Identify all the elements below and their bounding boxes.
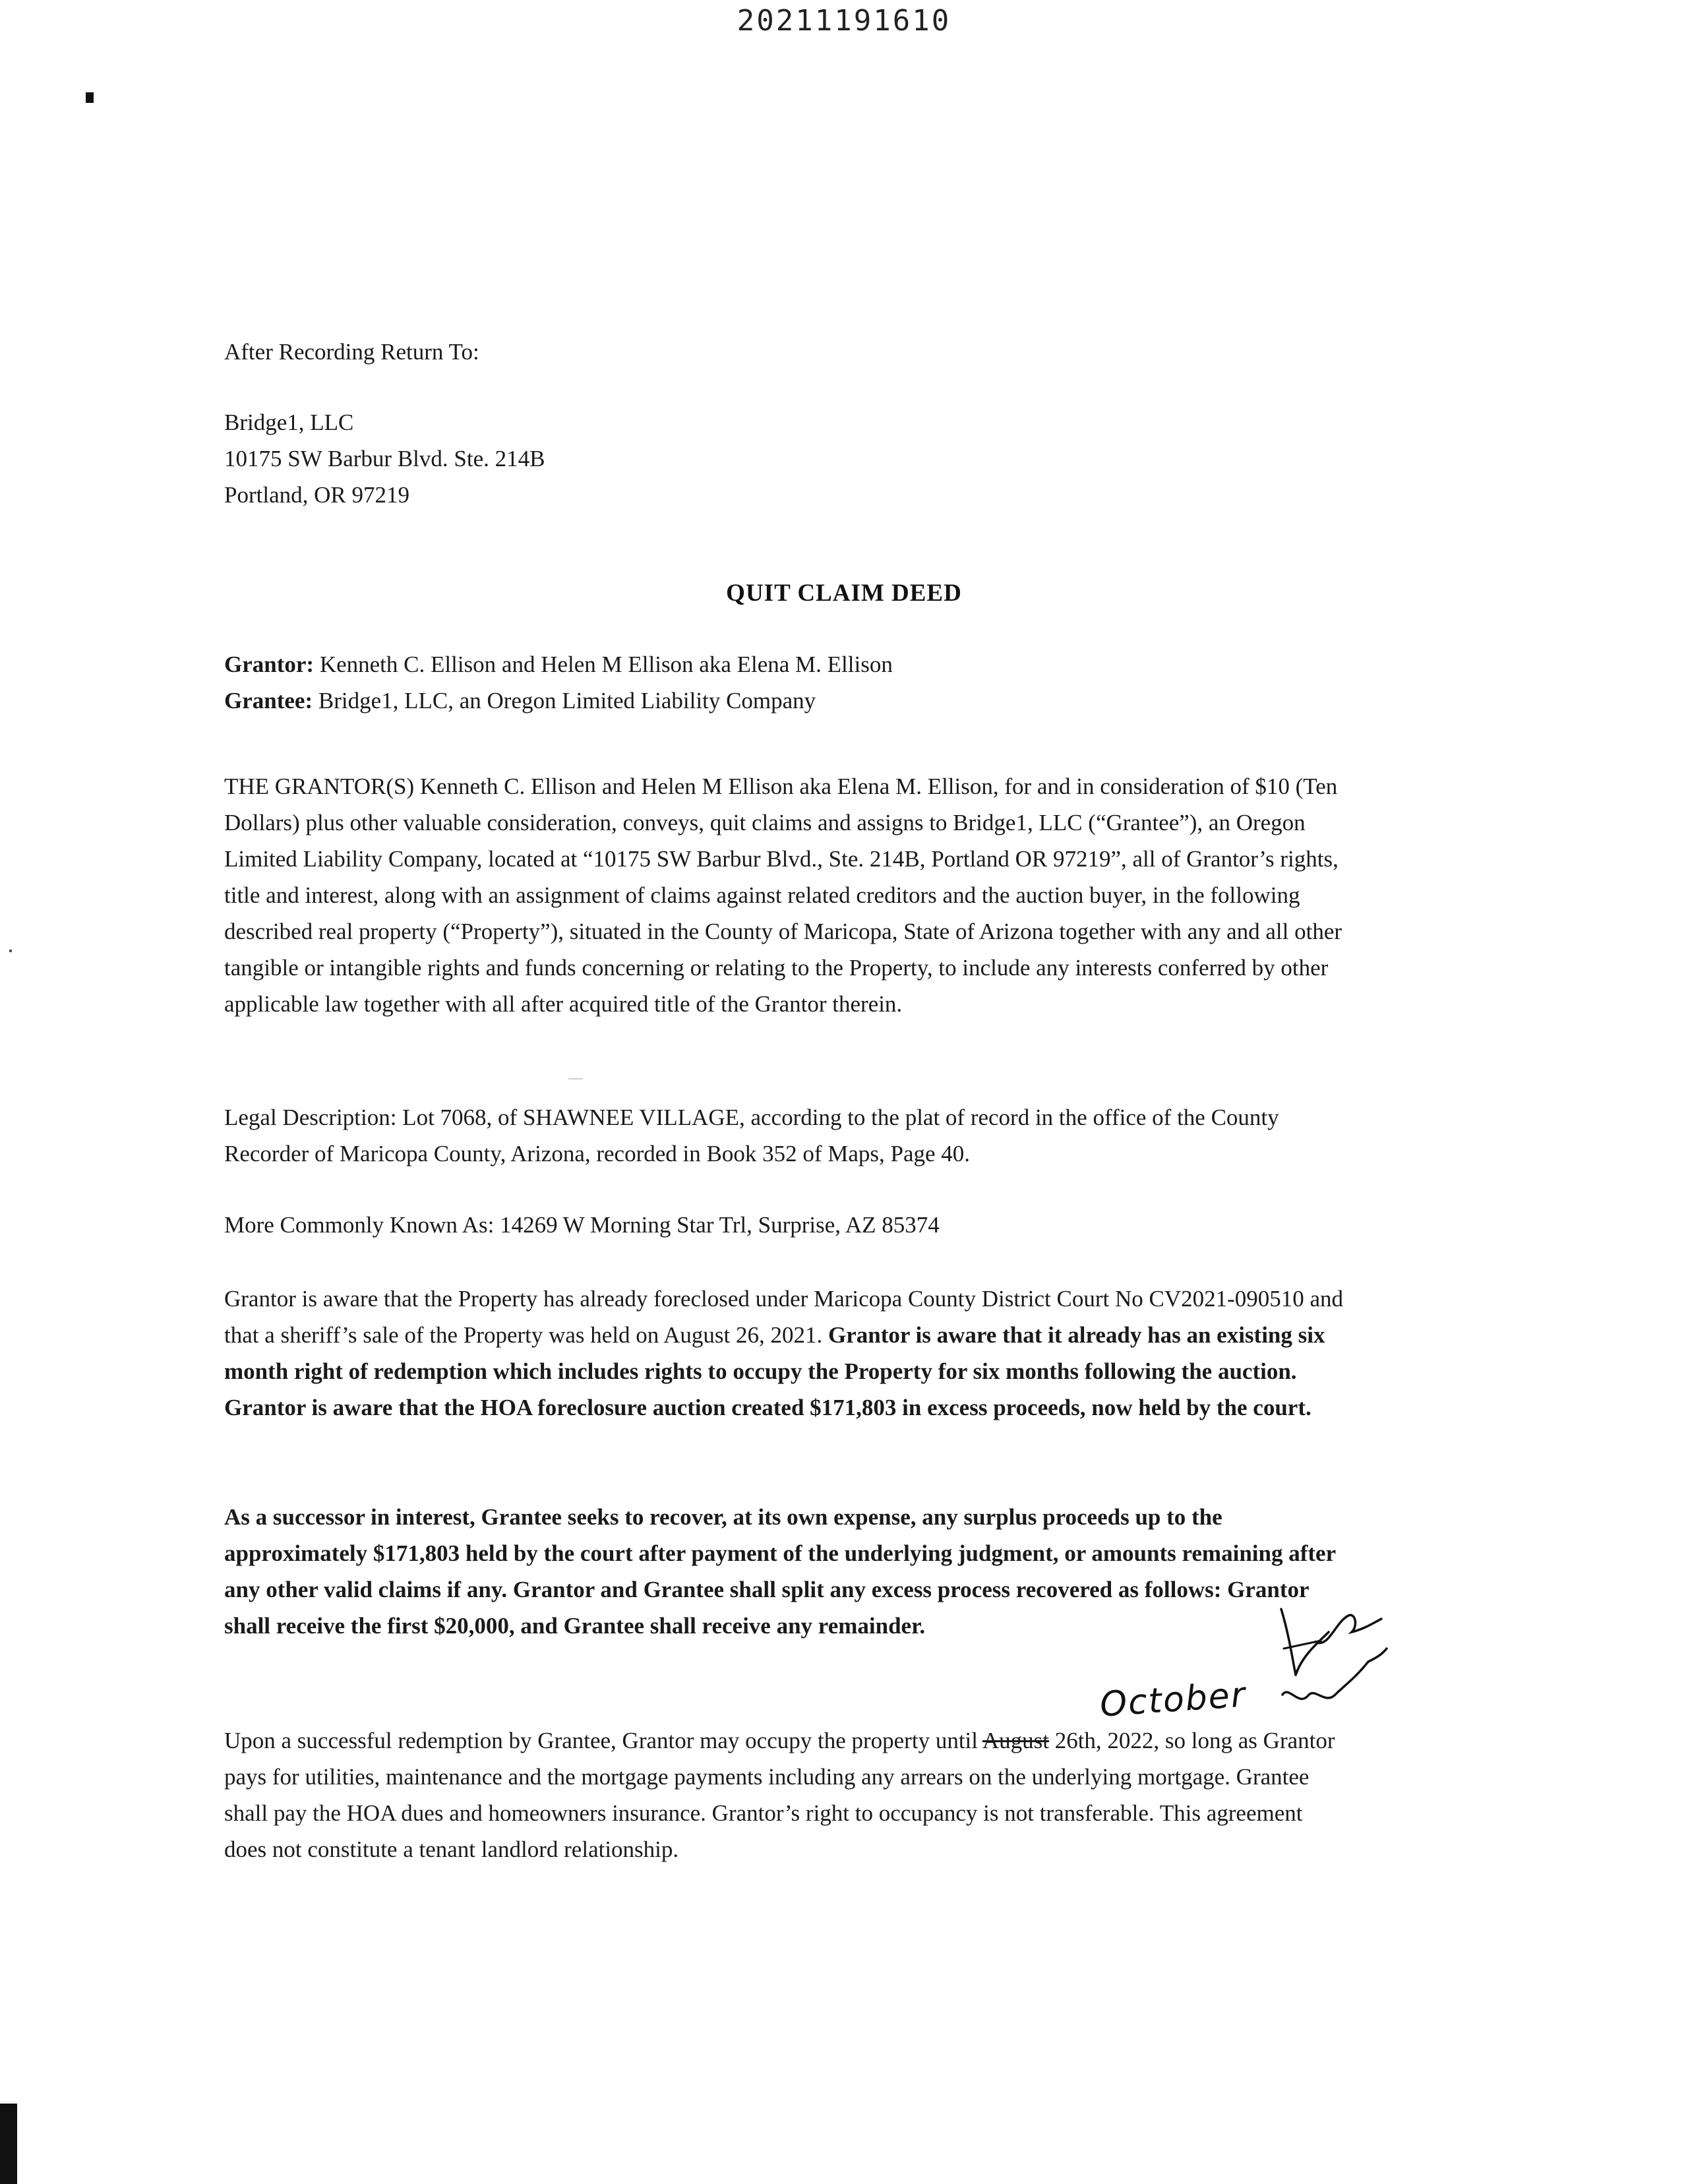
scan-speck	[86, 92, 94, 103]
successor-paragraph: As a successor in interest, Grantee seeks to recover, at its own expense, any surplus proceeds up to the approximately $171,803 held by the court after payment of the underlying judgment, or amounts remaining after any other valid claims if any. Grantor and Grantee shall split any excess process recovered as follows: Grantor shall receive the first $20,000, and Grantee shall receive any remainder.	[224, 1504, 1336, 1639]
redemption-text: Grantor is aware that it already has an existing six month right of redemption which includes rights to occupy the Property for six months following the auction. Grantor is aware that the HOA foreclosure auction created $171,803 in excess proceeds, now held by the court.	[224, 1322, 1325, 1420]
scan-speck	[568, 1078, 583, 1079]
grantee-line	[224, 682, 1345, 719]
occupancy-text-end: 26th, 2022, so long as Grantor pays for utilities, maintenance and the mortgage payments including any arrears on the underlying mortgage. Grantee shall pay the HOA dues and homeowners insurance. Grantor’s right to occupancy is not transferable. This agreement does not constitute a tenant landlord relationship.	[224, 1728, 1335, 1862]
property-address: More Commonly Known As: 14269 W Morning Star Trl, Surprise, AZ 85374	[224, 1212, 940, 1238]
foreclosure-text: Grantor is aware that the Property has already foreclosed under Maricopa County District Court No CV2021-090510 and that a sheriff’s sale of the Property was held on August 26, 2021.	[224, 1286, 1344, 1348]
return-address-block	[224, 334, 1345, 513]
foreclosure-paragraph	[224, 1281, 1345, 1426]
return-line: Portland, OR 97219	[224, 482, 409, 508]
parties-block	[224, 646, 1345, 719]
grantor-value: Kenneth C. Ellison and Helen M Ellison aka Elena M. Ellison	[314, 652, 893, 677]
occupancy-paragraph	[224, 1722, 1345, 1867]
return-line: Bridge1, LLC	[224, 410, 354, 435]
grantor-label: Grantor:	[224, 652, 315, 677]
grantee-value: Bridge1, LLC, an Oregon Limited Liability Company	[313, 688, 816, 713]
return-line: 10175 SW Barbur Blvd. Ste. 214B	[224, 446, 545, 471]
handwritten-initials	[1269, 1596, 1388, 1728]
legal-description: Legal Description: Lot 7068, of SHAWNEE VILLAGE, according to the plat of record in the office of the County Recorder of Maricopa County, Arizona, recorded in Book 352 of Maps, Page 40.	[224, 1105, 1279, 1167]
grantor-line	[224, 646, 1345, 682]
grantor-paragraph: THE GRANTOR(S) Kenneth C. Ellison and Helen M Ellison aka Elena M. Ellison, for and in consideration of $10 (Ten Dollars) plus other valuable consideration, conveys, quit claims and assigns to Bridge1, LLC (“Grantee”), an Oregon Limited Liability Company, located at “10175 SW Barbur Blvd., Ste. 214B, Portland OR 97219”, all of Grantor’s rights, title and interest, along with an assignment of claims against related creditors and the auction buyer, in the following described real property (“Property”), situated in the County of Maricopa, State of Arizona together with any and all other tangible or intangible rights and funds concerning or relating to the Property, to include any interests conferred by other applicable law together with all after acquired title of the Grantor therein.	[224, 774, 1342, 1017]
recording-number: 20211191610	[737, 4, 951, 38]
grantee-label: Grantee:	[224, 688, 313, 713]
scan-speck	[9, 950, 12, 952]
struck-word: August	[982, 1728, 1049, 1753]
scan-edge-mark	[0, 2104, 17, 2184]
handwritten-correction: October	[1099, 1675, 1248, 1725]
document-title: QUIT CLAIM DEED	[726, 580, 962, 607]
occupancy-text-start: Upon a successful redemption by Grantee, Grantor may occupy the property until	[224, 1728, 982, 1753]
return-heading: After Recording Return To:	[224, 339, 479, 365]
